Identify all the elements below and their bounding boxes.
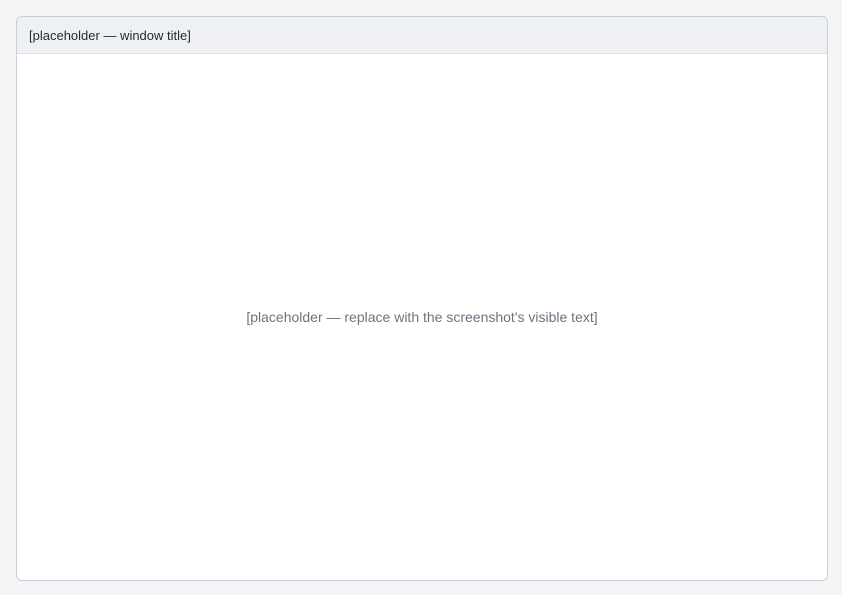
placeholder-notice: [placeholder — replace with the screenshot's visible text] bbox=[246, 309, 598, 325]
main-content bbox=[17, 54, 827, 580]
title-bar bbox=[17, 17, 827, 54]
app-window bbox=[16, 16, 828, 581]
window-title: [placeholder — window title] bbox=[29, 27, 191, 43]
